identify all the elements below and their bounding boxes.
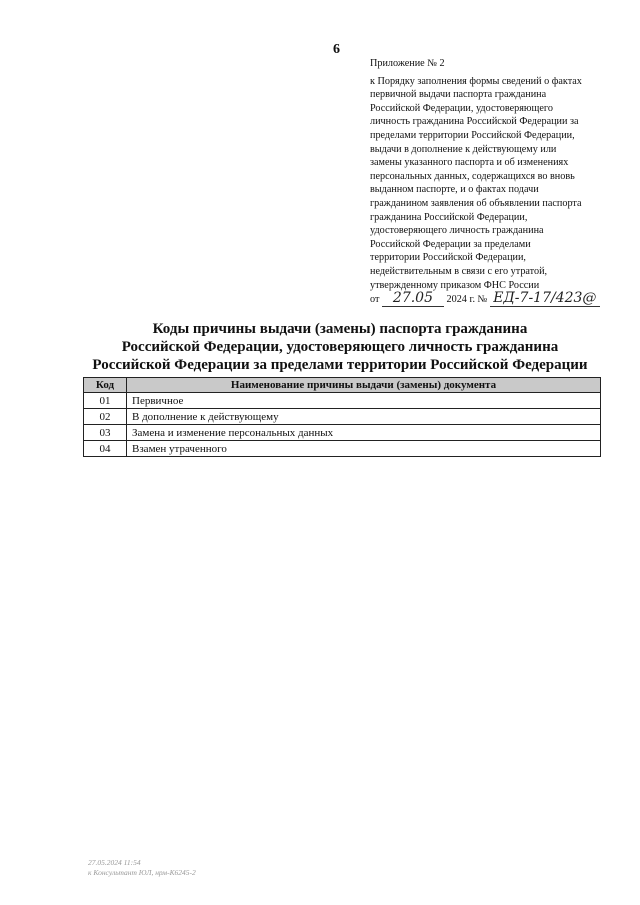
appendix-line: Российской Федерации за пределами [370,238,531,250]
header-code: Код [84,378,127,393]
footer-stamp: 27.05.2024 11:54 к Консультант ЮЛ, нрм-К6245-2 [88,858,196,877]
table-row [84,393,601,409]
appendix-line: выданном паспорте, и о фактах подачи [370,184,539,196]
code-cell: 03 [84,425,127,441]
page-number: 6 [333,42,340,57]
appendix-line: замены указанного паспорта и об изменениях [370,157,569,169]
appendix-line: персональных данных, содержащихся во вновь [370,170,575,182]
appendix-line: личность гражданина Российской Федерации за [370,116,579,128]
reason-codes-table [83,377,601,457]
appendix-line: территории Российской Федерации, [370,252,526,264]
header-name: Наименование причины выдачи (замены) документа [127,378,601,393]
table-row [84,441,601,457]
code-cell: 04 [84,441,127,457]
appendix-block [370,57,620,307]
appendix-line: первичной выдачи паспорта гражданина [370,89,547,101]
code-cell: 01 [84,393,127,409]
appendix-line: гражданина Российской Федерации, [370,211,528,223]
appendix-line: утвержденному приказом ФНС России [370,279,540,291]
appendix-line: недействительным в связи с его утратой, [370,265,548,277]
reason-cell: Взамен утраченного [127,441,601,457]
appendix-line: Российской Федерации, удостоверяющего [370,102,553,114]
handwritten-date: 27.05 [382,292,444,307]
document-title: Коды причины выдачи (замены) паспорта гражданина Российской Федерации, удостоверяющего личность гражданина Российской Федерации за пределами территории Российской Федерации [92,321,588,373]
appendix-title: Приложение № 2 [370,58,445,69]
code-cell: 02 [84,409,127,425]
reason-cell: Первичное [127,393,601,409]
appendix-line: удостоверяющего личность гражданина [370,225,544,237]
appendix-line: к Порядку заполнения формы сведений о фактах [370,75,582,87]
reason-cell: В дополнение к действующему [127,409,601,425]
approval-line: от 27.05 2024 г. № ЕД-7-17/423@ [370,292,620,307]
appendix-line: выдачи в дополнение к действующему или [370,143,557,155]
appendix-line: пределами территории Российской Федерации, [370,129,575,141]
table-row [84,425,601,441]
handwritten-number: ЕД-7-17/423@ [490,292,600,307]
reason-cell: Замена и изменение персональных данных [127,425,601,441]
appendix-line: гражданином заявления об объявлении паспорта [370,197,582,209]
table-row [84,409,601,425]
